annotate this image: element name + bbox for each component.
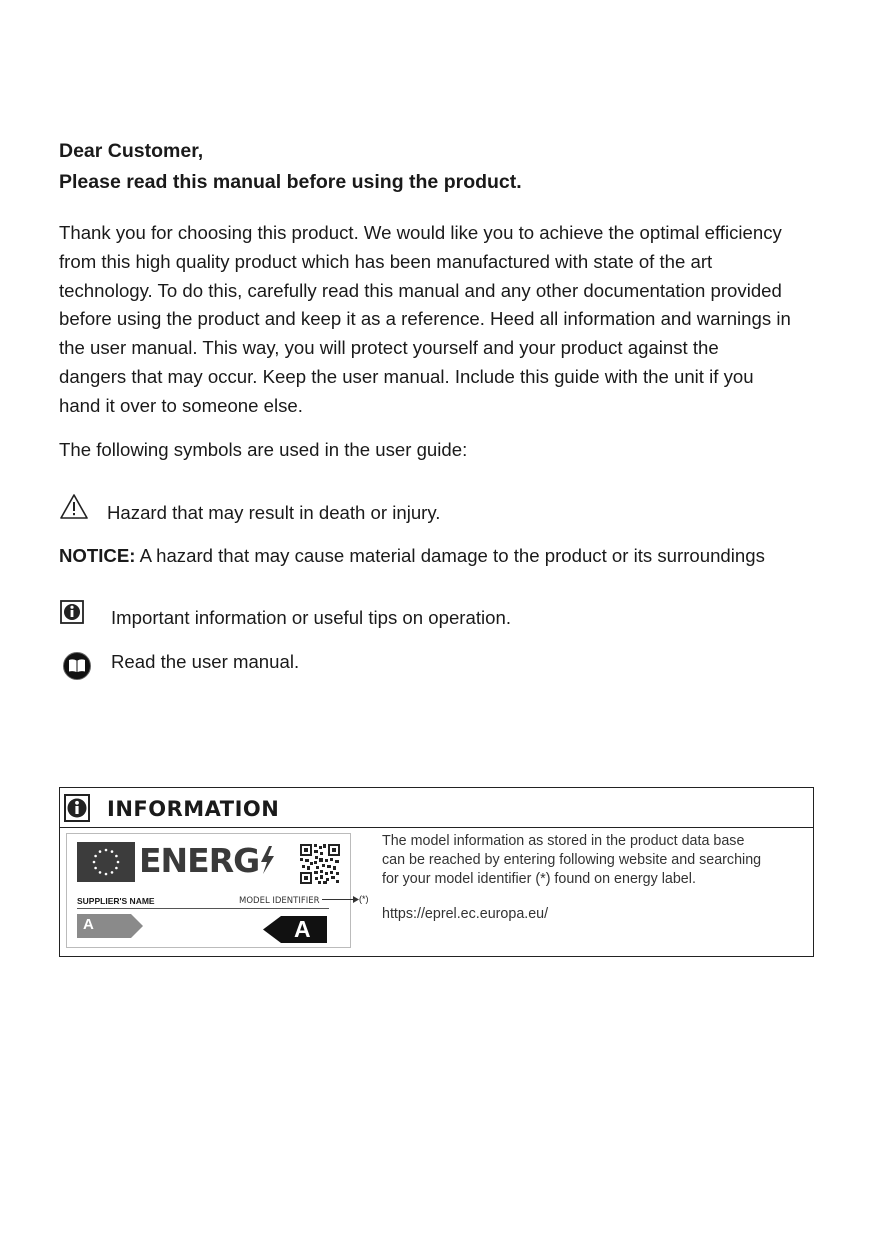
read-manual-heading: Please read this manual before using the product. [59,171,522,193]
information-text-line: The model information as stored in the product data base [382,833,745,849]
intro-line: hand it over to someone else. [59,394,303,416]
intro-line: technology. To do this, carefully read this manual and any other documentation provided [59,279,782,301]
energy-class-letter: A [294,916,311,942]
information-text-line: can be reached by entering following website and searching [382,852,762,868]
intro-line: from this high quality product which has been manufactured with state of the art [59,250,713,272]
label-divider [77,908,329,909]
info-description: Important information or useful tips on operation. [111,607,511,628]
read-manual-icon [62,651,92,681]
energy-label [66,833,351,948]
qr-code-icon [300,844,340,884]
model-identifier-pointer [322,899,357,900]
warning-triangle-icon [59,493,89,520]
hazard-description: Hazard that may result in death or injury. [107,502,441,523]
eu-flag-icon [77,842,135,882]
information-box [59,787,814,957]
supplier-name-label: SUPPLIER'S NAME [77,896,155,906]
notice-line [59,545,765,567]
information-title: INFORMATION [107,797,280,821]
intro-line: dangers that may occur. Keep the user manual. Include this guide with the unit if you [59,365,754,387]
lightning-icon [259,846,275,874]
greeting-line: Dear Customer, [59,140,204,162]
info-icon [60,600,84,624]
eprel-url: https://eprel.ec.europa.eu/ [382,906,549,922]
information-header [60,788,813,828]
intro-line: the user manual. This way, you will protect yourself and your product against the [59,337,719,359]
energy-class-scale-letter: A [83,916,94,933]
information-text [382,832,802,889]
symbols-intro: The following symbols are used in the user guide: [59,439,468,460]
info-icon [64,794,90,822]
model-identifier-marker: (*) [359,894,369,904]
information-text-line: for your model identifier (*) found on energy label. [382,871,696,887]
notice-label: NOTICE: [59,545,136,566]
intro-line: Thank you for choosing this product. We would like you to achieve the optimal efficiency [59,222,782,243]
manual-description: Read the user manual. [111,651,300,672]
notice-text: A hazard that may cause material damage to the product or its surroundings [135,545,765,566]
intro-paragraph [59,219,829,421]
intro-line: before using the product and keep it as a reference. Heed all information and warnings in [59,308,791,330]
energy-wordmark: ENERG [139,841,275,880]
model-identifier-label: MODEL IDENTIFIER [239,896,320,906]
